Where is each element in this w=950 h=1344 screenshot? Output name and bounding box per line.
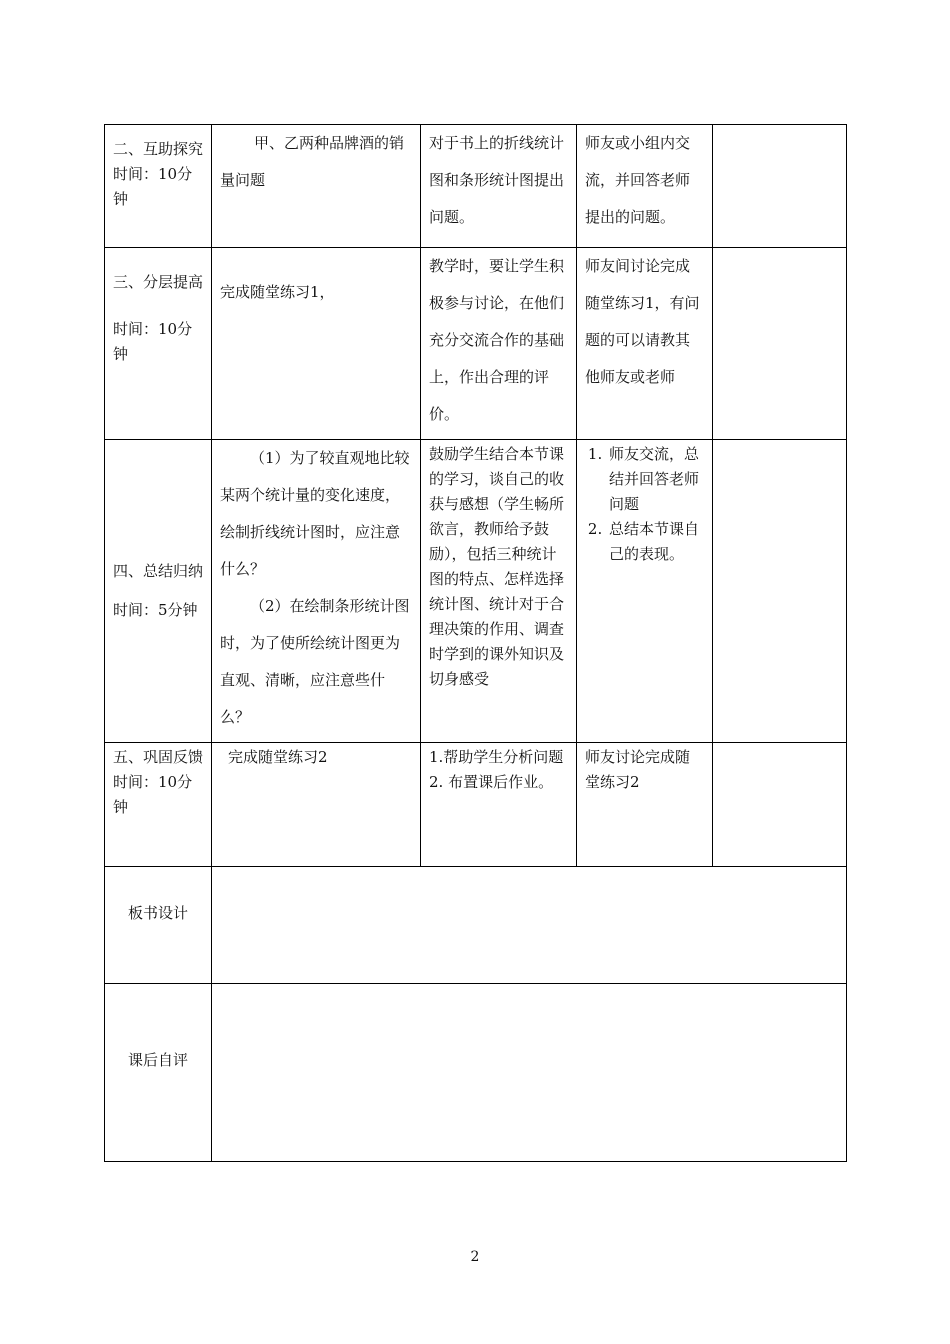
student-activity-cell	[577, 743, 713, 867]
stage-time: 时间：10分钟	[113, 165, 193, 208]
board-design-label-cell	[105, 867, 212, 984]
list-item: 2. 总结本节课自己的表现。	[607, 517, 704, 567]
content-question-2: （2）在绘制条形统计图时，为了使所绘统计图更为直观、清晰，应注意些什么？	[220, 597, 410, 726]
list-item: 1. 师友交流，总结并回答老师问题	[607, 442, 704, 517]
student-activity-cell	[577, 440, 713, 743]
notes-cell	[713, 125, 847, 248]
self-review-content-cell	[212, 984, 847, 1162]
table-row	[105, 743, 847, 867]
page-number: 2	[470, 1249, 480, 1265]
content-text: 完成随堂练习2	[228, 748, 328, 766]
teacher-activity-text: 对于书上的折线统计图和条形统计图提出问题。	[429, 134, 565, 226]
table-row	[105, 984, 847, 1162]
stage-time: 时间：10分钟	[113, 773, 193, 816]
teacher-activity-cell	[421, 440, 577, 743]
student-activity-text: 师友间讨论完成随堂练习1，有问题的可以请教其他师友或老师	[585, 257, 700, 386]
stage-cell	[105, 248, 212, 440]
stage-time: 时间：5分钟	[113, 601, 198, 619]
content-cell	[212, 440, 421, 743]
stage-cell	[105, 743, 212, 867]
stage-title: 三、分层提高	[113, 273, 204, 291]
notes-cell	[713, 248, 847, 440]
stage-cell	[105, 125, 212, 248]
student-activity-text: 师友或小组内交流，并回答老师提出的问题。	[585, 134, 691, 226]
notes-cell	[713, 743, 847, 867]
content-cell	[212, 125, 421, 248]
teacher-activity-item: 2. 布置课后作业。	[429, 773, 554, 791]
stage-title: 五、巩固反馈	[113, 748, 204, 766]
stage-time: 时间：10分钟	[113, 320, 193, 363]
teacher-activity-text: 教学时，要让学生积极参与讨论，在他们充分交流合作的基础上，作出合理的评价。	[429, 257, 565, 423]
lesson-plan-table	[104, 124, 847, 1162]
stage-cell	[105, 440, 212, 743]
content-question-1: （1）为了较直观地比较某两个统计量的变化速度，绘制折线统计图时，应注意什么？	[220, 449, 410, 578]
content-cell	[212, 248, 421, 440]
stage-title: 二、互助探究	[113, 140, 204, 158]
table-row	[105, 248, 847, 440]
teacher-activity-cell	[421, 743, 577, 867]
content-cell	[212, 743, 421, 867]
teacher-activity-text: 鼓励学生结合本节课的学习，谈自己的收获与感想（学生畅所欲言，教师给予鼓励），包括三种统计图的特点、怎样选择统计图、统计对于合理决策的作用、调查时学到的课外知识及切身感受	[429, 445, 565, 688]
table-row	[105, 867, 847, 984]
content-text: 甲、乙两种品牌酒的销量问题	[220, 134, 405, 189]
student-activity-list	[577, 442, 704, 567]
board-design-label: 板书设计	[127, 904, 188, 922]
table-row	[105, 440, 847, 743]
board-design-content-cell	[212, 867, 847, 984]
table-row	[105, 125, 847, 248]
teacher-activity-cell	[421, 125, 577, 248]
student-activity-text: 师友讨论完成随堂练习2	[585, 748, 691, 791]
stage-title: 四、总结归纳	[113, 562, 204, 580]
self-review-label-cell	[105, 984, 212, 1162]
student-activity-cell	[577, 248, 713, 440]
teacher-activity-item: 1.帮助学生分析问题	[429, 748, 564, 766]
student-activity-cell	[577, 125, 713, 248]
notes-cell	[713, 440, 847, 743]
teacher-activity-cell	[421, 248, 577, 440]
content-text: 完成随堂练习1，	[220, 283, 335, 301]
self-review-label: 课后自评	[127, 1051, 188, 1069]
